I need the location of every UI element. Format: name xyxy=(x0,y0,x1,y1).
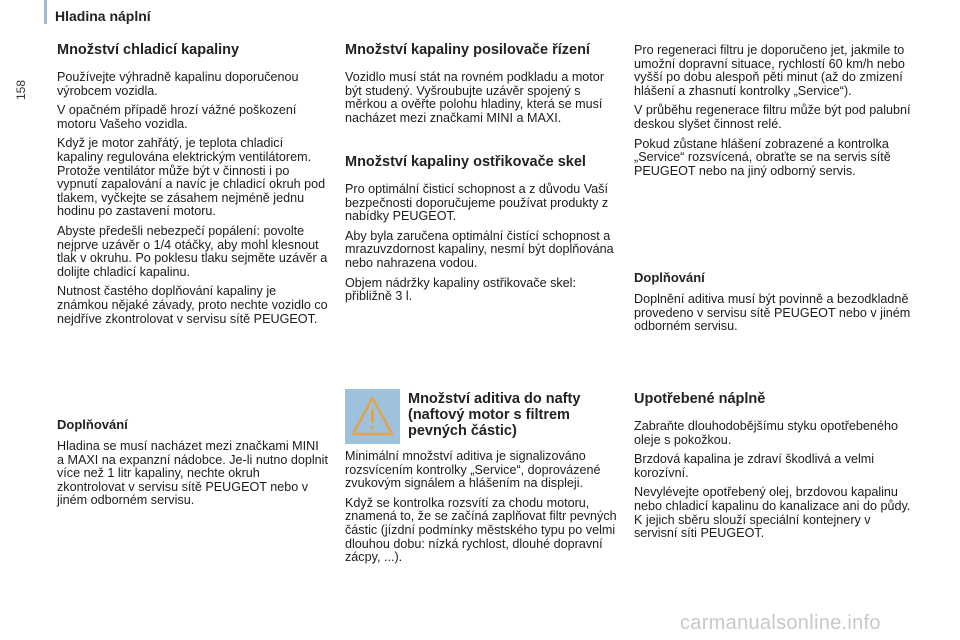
used-fluids-paragraph: Brzdová kapalina je zdraví škodlivá a velmi korozívní. xyxy=(634,452,875,480)
used-fluids-paragraph: Nevylévejte opotřebený olej, brzdovou kapalinu nebo chladicí kapalinu do kanalizace ani do půdy. K jejich sběru slouží speciální kontejnery v servisní síti PEUGEOT. xyxy=(634,485,911,541)
used-fluids-section xyxy=(634,390,912,547)
used-fluids-paragraph: Zabraňte dlouhodobějšímu styku opotřebeného oleje s pokožkou. xyxy=(634,419,898,447)
regeneration-paragraph: V průběhu regenerace filtru může být pod palubní deskou slyšet činnost relé. xyxy=(634,103,911,131)
used-fluids-title: Upotřebené náplně xyxy=(634,391,766,407)
additive-title: Množství aditiva do nafty (naftový motor s filtrem pevných částic) xyxy=(408,391,581,439)
additive-refill-text: Doplnění aditiva musí být povinně a bezodkladně provedeno v servisu sítě PEUGEOT nebo v jiném odborném servisu. xyxy=(634,292,911,334)
washer-section xyxy=(345,153,622,310)
coolant-paragraph: Nutnost častého doplňování kapaliny je známkou nějaké závady, proto nechte vozidlo co nejdříve zkontrolovat v servisu sítě PEUGEOT. xyxy=(57,284,328,326)
page-number: 158 xyxy=(14,79,28,100)
washer-paragraph: Pro optimální čisticí schopnost a z důvodu Vaší bezpečnosti doporučujeme používat produkty z nabídky PEUGEOT. xyxy=(345,182,609,224)
warning-box xyxy=(345,389,400,444)
coolant-paragraph: Abyste předešli nebezpečí popálení: povolte nejprve uzávěr o 1/4 otáčky, aby mohl klesnout tlak v okruhu. Po poklesu tlaku sejměte uzávěr a dolijte chladicí kapalinu. xyxy=(57,223,328,279)
warning-triangle-icon xyxy=(345,389,400,444)
washer-title: Množství kapaliny ostřikovače skel xyxy=(345,154,586,170)
washer-paragraph: Objem nádržky kapaliny ostřikovače skel: přibližně 3 l. xyxy=(345,275,576,304)
coolant-paragraph: V opačném případě hrozí vážné poškození motoru Vašeho vozidla. xyxy=(57,103,297,131)
additive-paragraph: Když se kontrolka rozsvítí za chodu motoru, znamená to, že se začíná zaplňovat filtr pevných částic (jízdní podmínky městského typu po velmi dlouhou dobu: nízká rychlost, dlouhé dopravní zácpy, ...). xyxy=(345,495,617,565)
regeneration-section xyxy=(634,44,912,184)
section-marker-line xyxy=(44,0,47,24)
coolant-refill-section xyxy=(57,417,329,514)
section-title: Hladina náplní xyxy=(55,8,151,24)
coolant-title: Množství chladicí kapaliny xyxy=(57,42,240,58)
coolant-refill-text: Hladina se musí nacházet mezi značkami MINI a MAXI na expanzní nádobce. Je-li nutno doplnit více než 1 litr kapaliny, nechte okruh zkontrolovat v servisu sítě PEUGEOT nebo v jiném odborném servisu. xyxy=(57,439,328,508)
power-steering-text: Vozidlo musí stát na rovném podkladu a motor být studený. Vyšroubujte uzávěr spojený s měrkou a ověřte polohu hladiny, která se musí nacházet mezi značkami MINI a MAXI. xyxy=(345,70,605,125)
regeneration-paragraph: Pro regeneraci filtru je doporučeno jet, jakmile to umožní dopravní situace, rychlostí 60 km/h nebo vyšší po dobu alespoň pěti minut (až do zmizení hlášení a zhasnutí kontrolky „Service“). xyxy=(634,43,905,98)
additive-refill-section xyxy=(634,270,912,340)
washer-paragraph: Aby byla zaručena optimální čistící schopnost a mrazuvzdornost kapaliny, nesmí být doplňována nebo nahrazena vodou. xyxy=(345,228,614,270)
additive-refill-title: Doplňování xyxy=(634,270,705,285)
coolant-section xyxy=(57,41,329,332)
regeneration-paragraph: Pokud zůstane hlášení zobrazené a kontrolka „Service“ rozsvícená, obraťte se na servis sítě PEUGEOT nebo na jiný odborný servis. xyxy=(634,136,891,178)
power-steering-title: Množství kapaliny posilovače řízení xyxy=(345,42,590,58)
additive-title-block xyxy=(408,391,628,439)
coolant-paragraph: Když je motor zahřátý, je teplota chladicí kapaliny regulována elektrickým ventilátorem. Protože ventilátor může být v činnosti i po vypnutí zapalování a navíc je chladicí okruh pod tlakem, vyčkejte se zásahem nejméně jednu hodinu po zastavení motoru. xyxy=(57,136,326,219)
coolant-paragraph: Používejte výhradně kapalinu doporučenou výrobcem vozidla. xyxy=(57,70,299,98)
additive-section xyxy=(345,450,622,571)
coolant-refill-title: Doplňování xyxy=(57,417,128,432)
watermark: carmanualsonline.info xyxy=(680,612,881,634)
additive-paragraph: Minimální množství aditiva je signalizováno rozsvícením kontrolky „Service“, doprovázené zvukovým signálem a hlášením na displeji. xyxy=(345,449,601,491)
power-steering-section xyxy=(345,41,622,131)
